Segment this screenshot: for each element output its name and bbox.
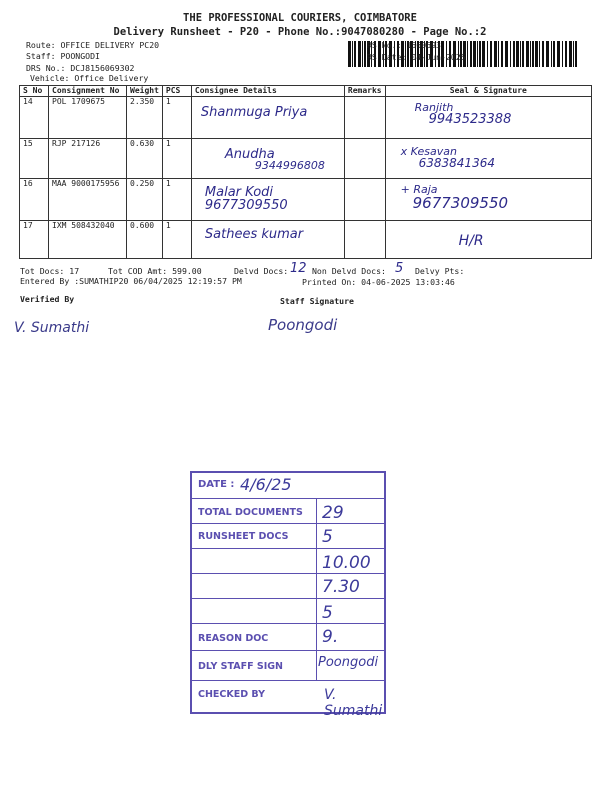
signature-phone: 6383841364: [418, 156, 495, 170]
cell-sno: 14: [20, 97, 49, 139]
cell-pcs: 1: [162, 221, 191, 259]
signature-handwriting: + Raja: [400, 183, 438, 196]
stamp-row-line: [192, 680, 384, 681]
rs-date: RS Date: 04-Jun-2025: [367, 52, 466, 62]
total-cod-amount: Tot COD Amt: 599.00: [108, 266, 202, 276]
cell-weight: 2.350: [127, 97, 163, 139]
stamp-value: 5: [322, 527, 333, 547]
cell-remarks: [344, 221, 385, 259]
barcode-bar: [490, 41, 492, 67]
delivery-points: Delvy Pts:: [415, 266, 465, 276]
cell-consignee: [191, 139, 344, 179]
printed-on: Printed On: 04-06-2025 13:03:46: [302, 277, 455, 287]
stamp-label: REASON DOC: [198, 633, 269, 644]
cell-remarks: [344, 179, 385, 221]
stamp-value: 9.: [322, 627, 339, 647]
barcode-bar: [513, 41, 515, 67]
staff-signature: Poongodi: [268, 316, 338, 334]
cell-sno: 16: [20, 179, 49, 221]
table-row: [20, 97, 592, 139]
barcode-bar: [494, 41, 497, 67]
col-pcs: PCS: [162, 86, 191, 97]
verified-by-label: Verified By: [20, 294, 75, 304]
col-seal-signature: Seal & Signature: [385, 86, 591, 97]
barcode-bar: [505, 41, 508, 67]
stamp-row-line: [192, 598, 384, 599]
stamp-row-line: [192, 623, 384, 624]
barcode-bar: [477, 41, 478, 67]
stamp-divider: [316, 498, 317, 680]
cell-remarks: [344, 139, 385, 179]
barcode-bar: [516, 41, 519, 67]
stamp-row-line: [192, 548, 384, 549]
barcode-bar: [362, 41, 363, 67]
table-row: [20, 179, 592, 221]
rs-number: RS No.: 1560693: [367, 40, 441, 50]
consignee-handwriting: Malar Kodi: [204, 185, 274, 200]
col-remarks: Remarks: [344, 86, 385, 97]
col-consignee: Consignee Details: [191, 86, 344, 97]
barcode-bar: [501, 41, 503, 67]
barcode-bar: [354, 41, 356, 67]
table-row: [20, 221, 592, 259]
cell-consignee: [191, 179, 344, 221]
cell-signature: [385, 179, 591, 221]
barcode-bar: [522, 41, 524, 67]
consignee-handwriting: Sathees kumar: [204, 227, 304, 242]
barcode-bar: [352, 41, 353, 67]
cell-consignment: IXM 508432040: [49, 221, 127, 259]
verified-by-signature: V. Sumathi: [14, 320, 90, 336]
stamp-label: TOTAL DOCUMENTS: [198, 507, 303, 518]
barcode-bar: [575, 41, 577, 67]
barcode-bar: [553, 41, 555, 67]
barcode-bar: [482, 41, 485, 67]
stamp-date-label: DATE :: [198, 479, 235, 490]
barcode-bar: [557, 41, 560, 67]
non-delivered-docs-label: Non Delvd Docs:: [312, 266, 386, 276]
entered-by: Entered By :SUMATHIP20 06/04/2025 12:19:57 PM: [20, 276, 242, 286]
total-docs: Tot Docs: 17: [20, 266, 80, 276]
stamp-row-line: [192, 498, 384, 499]
barcode-bar: [565, 41, 567, 67]
stamp-value: 5: [322, 603, 333, 623]
cell-pcs: 1: [162, 179, 191, 221]
barcode-bar: [510, 41, 511, 67]
cell-signature: [385, 139, 591, 179]
barcode-bar: [520, 41, 521, 67]
barcode-bar: [498, 41, 499, 67]
signature-phone: 9943523388: [428, 112, 512, 127]
cell-sno: 15: [20, 139, 49, 179]
non-delivered-docs-value: 5: [395, 261, 404, 276]
cell-signature: [385, 97, 591, 139]
barcode-bar: [569, 41, 572, 67]
col-weight: Weight: [127, 86, 163, 97]
barcode-bar: [530, 41, 531, 67]
barcode-bar: [526, 41, 529, 67]
stamp-label: CHECKED BY: [198, 689, 266, 700]
stamp-value: 29: [322, 503, 344, 523]
stamp-value: V. Sumathi: [324, 687, 383, 719]
barcode-bar: [532, 41, 534, 67]
stamp-row-line: [192, 650, 384, 651]
barcode-bar: [535, 41, 538, 67]
cell-remarks: [344, 97, 385, 139]
delivered-docs-value: 12: [290, 261, 307, 276]
stamp-row-line: [192, 523, 384, 524]
vehicle-text: Vehicle: Office Delivery: [30, 73, 149, 83]
cell-weight: 0.630: [127, 139, 163, 179]
cell-consignment: RJP 217126: [49, 139, 127, 179]
barcode-bar: [542, 41, 544, 67]
cell-pcs: 1: [162, 97, 191, 139]
barcode-bar: [348, 41, 351, 67]
drs-number: DRS No.: DCJ8156069302: [26, 63, 135, 73]
barcode-bar: [470, 41, 472, 67]
cell-weight: 0.600: [127, 221, 163, 259]
runsheet-table: [19, 85, 592, 259]
stamp-value: 10.00: [322, 553, 371, 573]
runsheet-subtitle: Delivery Runsheet - P20 - Phone No.:9047080280 - Page No.:2: [113, 26, 487, 38]
signature-handwriting: Ranjith: [414, 101, 454, 114]
stamp-label: DLY STAFF SIGN: [198, 661, 283, 672]
consignee-handwriting: Anudha: [224, 147, 275, 162]
consignee-phone: 9344996808: [254, 159, 325, 172]
company-title: THE PROFESSIONAL COURIERS, COIMBATORE: [183, 12, 417, 24]
barcode-bar: [358, 41, 361, 67]
cell-signature: [385, 221, 591, 259]
barcode-bar: [487, 41, 488, 67]
delivered-docs-label: Delvd Docs:: [234, 266, 289, 276]
stamp-row-line: [192, 573, 384, 574]
table-row: [20, 139, 592, 179]
barcode-bar: [573, 41, 574, 67]
office-stamp: [190, 471, 386, 719]
signature-handwriting: H/R: [458, 233, 484, 249]
cell-consignment: POL 1709675: [49, 97, 127, 139]
barcode-bar: [562, 41, 563, 67]
route-text: Route: OFFICE DELIVERY PC20: [26, 40, 160, 50]
consignee-phone: 9677309550: [204, 198, 288, 213]
barcode-bar: [467, 41, 468, 67]
stamp-label: RUNSHEET DOCS: [198, 531, 289, 542]
barcode-bar: [473, 41, 476, 67]
barcode-bar: [551, 41, 552, 67]
cell-sno: 17: [20, 221, 49, 259]
stamp-value: Poongodi: [318, 655, 379, 670]
stamp-value: 7.30: [322, 577, 360, 597]
cell-pcs: 1: [162, 139, 191, 179]
signature-phone: 9677309550: [412, 194, 509, 212]
table-header-row: [20, 86, 592, 97]
consignee-handwriting: Shanmuga Priya: [200, 105, 308, 120]
stamp-date-value: 4/6/25: [240, 475, 292, 494]
barcode-bar: [479, 41, 481, 67]
cell-weight: 0.250: [127, 179, 163, 221]
staff-signature-label: Staff Signature: [280, 296, 354, 306]
cell-consignee: [191, 221, 344, 259]
barcode-bar: [539, 41, 540, 67]
cell-consignment: MAA 9000175956: [49, 179, 127, 221]
cell-consignee: [191, 97, 344, 139]
col-sno: S No: [20, 86, 49, 97]
barcode-bar: [364, 41, 366, 67]
col-consignment: Consignment No: [49, 86, 127, 97]
signature-handwriting: x Kesavan: [400, 145, 457, 158]
staff-text: Staff: POONGODI: [26, 51, 100, 61]
barcode-bar: [546, 41, 549, 67]
